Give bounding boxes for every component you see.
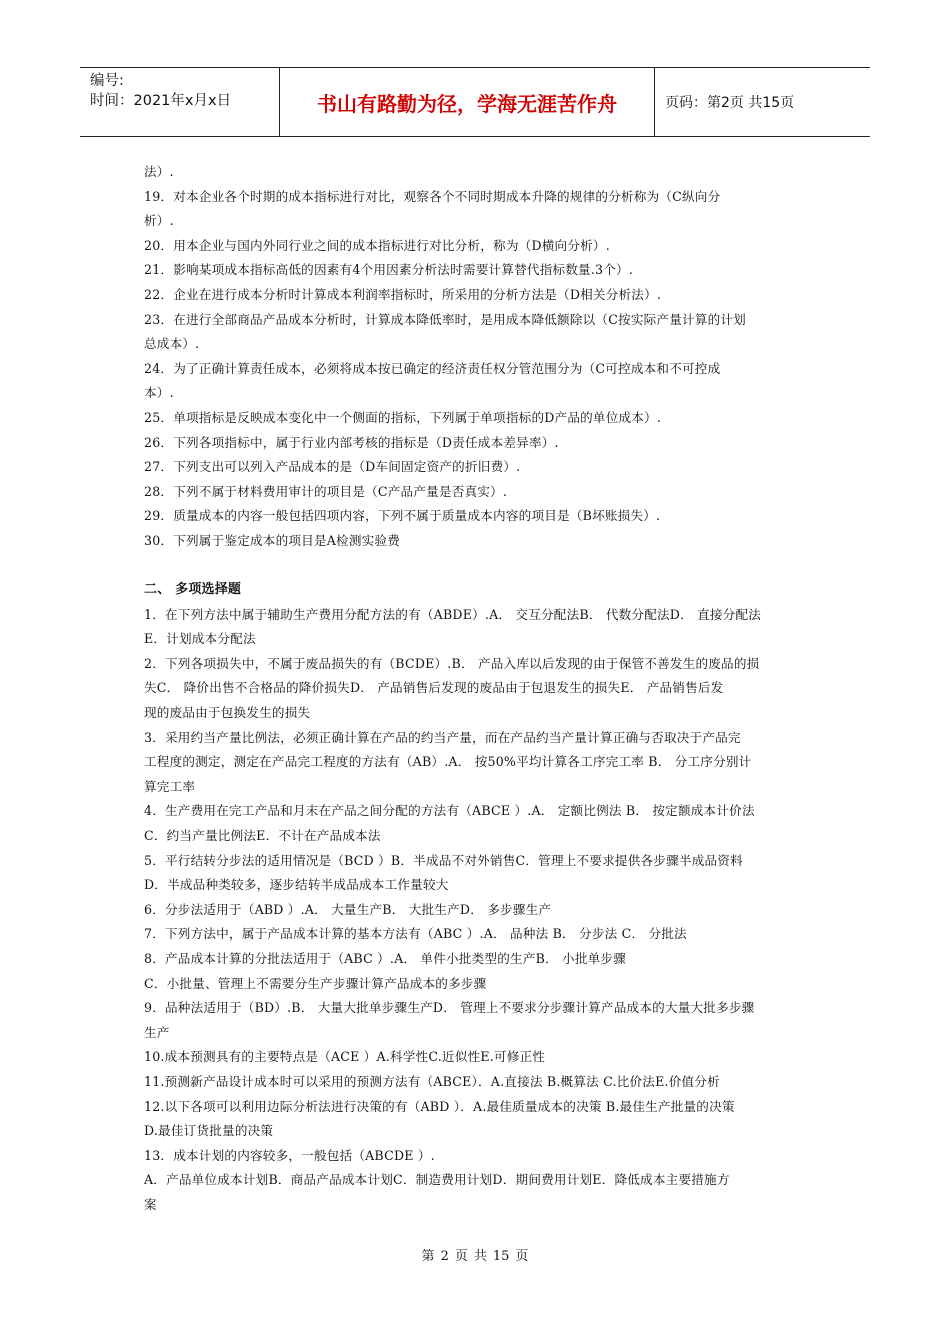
text-line: 3．采用约当产量比例法，必须正确计算在产品的约当产量，而在产品约当产量计算正确与否取决于产品完 xyxy=(144,729,741,745)
text-line: 8．产品成本计算的分批法适用于（ABC ）.A． 单件小批类型的生产B． 小批单步骤 xyxy=(144,951,626,966)
text-line: 19．对本企业各个时期的成本指标进行对比，观察各个不同时期成本升降的规律的分析称为（C纵向分 xyxy=(144,188,721,204)
text-line: 1．在下列方法中属于辅助生产费用分配方法的有（ABDE）.A． 交互分配法B． 代数分配法D． 直接分配法 xyxy=(144,606,762,622)
text-line: A．产品单位成本计划B．商品产品成本计划C．制造费用计划D．期间费用计划E．降低成本主要措施方 xyxy=(144,1172,730,1188)
text-line: 28．下列不属于材料费用审计的项目是（C产品产量是否真实）. xyxy=(144,483,508,499)
header-motto: 书山有路勤为径，学海无涯苦作舟 xyxy=(280,68,655,136)
text-line: 30．下列属于鉴定成本的项目是A检测实验费 xyxy=(144,532,401,548)
text-line: 2．下列各项损失中，不属于废品损失的有（BCDE）.B． 产品入库以后发现的由于保管不善发生的废品的损 xyxy=(144,655,760,671)
document-time-label: 时间：2021年x月x日 xyxy=(90,93,232,109)
text-line: 案 xyxy=(144,1196,157,1212)
text-line: 总成本）. xyxy=(144,336,200,352)
footer-gong: 共 xyxy=(473,1249,487,1264)
text-line: 现的废品由于包换发生的损失 xyxy=(144,705,311,721)
footer-page-number: 2 xyxy=(440,1249,449,1264)
text-line: 算完工率 xyxy=(144,778,196,794)
text-line: 21．影响某项成本指标高低的因素有4个用因素分析法时需要计算替代指标数量.3个）. xyxy=(144,262,634,278)
text-line: 29．质量成本的内容一般包括四项内容，下列不属于质量成本内容的项目是（B坏账损失）. xyxy=(144,508,661,524)
footer-ye: 页 xyxy=(454,1249,468,1264)
section-heading: 二、 多项选择题 xyxy=(144,582,242,598)
text-line: 析）. xyxy=(144,213,174,229)
text-line: 7．下列方法中，属于产品成本计算的基本方法有（ABC ）.A． 品种法 B． 分步法 C． 分批法 xyxy=(144,926,687,942)
text-line: C．小批量、管理上不需要分生产步骤计算产品成本的多步骤 xyxy=(144,975,487,991)
text-line: 5．平行结转分步法的适用情况是（BCD ）B．半成品不对外销售C．管理上不要求提供各步骤半成品资料 xyxy=(144,852,743,868)
footer-di: 第 xyxy=(421,1249,435,1264)
text-line: 23．在进行全部商品产品成本分析时，计算成本降低率时，是用成本降低额除以（C按实际产量计算的计划 xyxy=(144,311,746,327)
text-line: 9．品种法适用于（BD）.B． 大量大批单步骤生产D． 管理上不要求分步骤计算产品成本的大量大批多步骤 xyxy=(144,1000,755,1016)
text-line: D．半成品种类较多，逐步结转半成品成本工作量较大 xyxy=(144,877,449,893)
text-line: 10.成本预测具有的主要特点是（ACE ）A.科学性C.近似性E.可修正性 xyxy=(144,1049,546,1065)
header-meta-cell xyxy=(80,68,280,136)
text-line: 法）. xyxy=(144,164,174,179)
footer-ye-end: 页 xyxy=(515,1249,529,1264)
text-line: D.最佳订货批量的决策 xyxy=(144,1123,274,1139)
text-line: 工程度的测定，测定在产品完工程度的方法有（AB）.A． 按50%平均计算各工序完工率 B． 分工序分别计 xyxy=(144,754,752,770)
text-line: 6．分步法适用于（ABD ）.A． 大量生产B． 大批生产D． 多步骤生产 xyxy=(144,901,552,917)
header-page-info: 页码：第2页 共15页 xyxy=(665,95,795,111)
footer-total-pages: 15 xyxy=(492,1249,510,1264)
text-line: 20．用本企业与国内外同行业之间的成本指标进行对比分析，称为（D横向分析）. xyxy=(144,237,610,253)
page-footer xyxy=(0,1245,950,1264)
text-line: 11.预测新产品设计成本时可以采用的预测方法有（ABCE）．A.直接法 B.概算法 C.比价法E.价值分析 xyxy=(144,1073,720,1089)
text-line: 26．下列各项指标中，属于行业内部考核的指标是（D责任成本差异率）. xyxy=(144,434,559,450)
text-line: C．约当产量比例法E．不计在产品成本法 xyxy=(144,828,381,844)
text-line: E．计划成本分配法 xyxy=(144,631,256,647)
text-line: 27．下列支出可以列入产品成本的是（D车间固定资产的折旧费）. xyxy=(144,459,521,475)
text-line: 22．企业在进行成本分析时计算成本利润率指标时，所采用的分析方法是（D相关分析法）. xyxy=(144,286,662,302)
document-body xyxy=(144,160,816,1218)
text-line: 失C． 降价出售不合格品的降价损失D． 产品销售后发现的废品由于包退发生的损失E． 产品销售后发 xyxy=(144,680,724,696)
document-number-label: 编号: xyxy=(90,73,124,89)
text-line: 4．生产费用在完工产品和月末在产品之间分配的方法有（ABCE ）.A． 定额比例法 B． 按定额成本计价法 xyxy=(144,803,755,819)
text-line: 本）. xyxy=(144,385,174,401)
text-line: 13．成本计划的内容较多，一般包括（ABCDE ）. xyxy=(144,1147,435,1163)
page-header xyxy=(80,67,870,137)
blank-line xyxy=(144,554,816,579)
text-line: 24．为了正确计算责任成本，必须将成本按已确定的经济责任权分管范围分为（C可控成本和不可控成 xyxy=(144,360,721,376)
text-line: 生产 xyxy=(144,1024,170,1040)
text-line: 25．单项指标是反映成本变化中一个侧面的指标，下列属于单项指标的D产品的单位成本）. xyxy=(144,409,662,425)
text-line: 12.以下各项可以利用边际分析法进行决策的有（ABD ）．A.最佳质量成本的决策 B.最佳生产批量的决策 xyxy=(144,1098,735,1114)
